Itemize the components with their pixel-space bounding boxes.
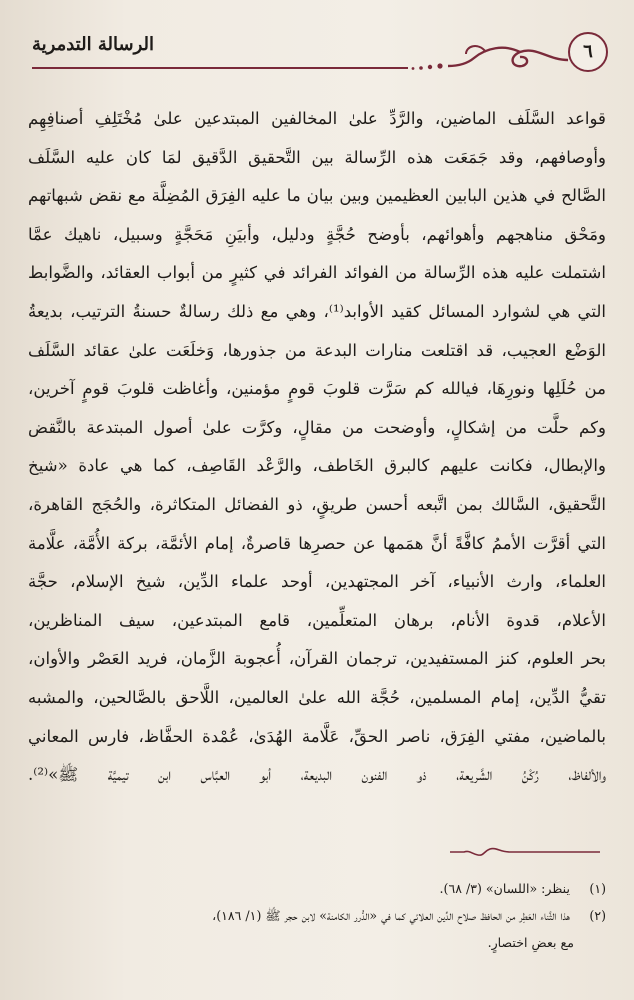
text-line: الصَّالح في هذين البابين العظيمين وبين بيان ما عليه الفِرَق المُضِلَّة مع نقض شبهاتهم — [28, 186, 606, 206]
ornament-icon — [408, 42, 568, 72]
text-line: التي هي لشوارد المسائل كقيد الأوابد⁽¹⁾، وهي مع ذلك رسالةٌ حسنةُ الترتيب، بديعةُ — [28, 301, 606, 321]
header-rule — [32, 67, 408, 69]
text-line: قواعد السَّلَف الماضين، والرَّدِّ علىٰ المخالفين المبتدعين علىٰ مُخْتَلِفِ أصنافِهِم — [28, 109, 606, 128]
text-line: التي أقرَّت الأممُ كافَّةً أنَّ همَمها عن حصرِها قاصرةٌ، إمام الأئمَّة، بركة الأُمَّة، علَّامة — [28, 533, 606, 553]
footnote-number: (١) — [589, 881, 606, 896]
text-line: والألفاظ، رُكْنُ الشَّريعة، ذو الفنون البديعة، أبو العبَّاس ابن تيميَّة ﷺ»⁽²⁾. — [28, 765, 606, 785]
text-line: وكم حلَّت من إشكالٍ، وأوضحت من مقالٍ، وكرَّت علىٰ أصول المبتدعة بالنَّقض — [28, 417, 606, 437]
text-line: الوَضْع العجيب، قد اقتلعت منارات البدعة من جذورها، وَخلَعَت علىٰ عقائد السَّلَف — [28, 340, 606, 360]
running-title: الرسالة التدمرية — [32, 34, 154, 55]
footnotes — [22, 875, 606, 956]
text-line: من حُلَلِها ونورِهَا، فيالله كم سَرَّت قلوبَ قومٍ مؤمنين، وأغاظت قلوبَ قومٍ آخرين، — [28, 379, 606, 399]
text-line: اشتملت عليه هذه الرِّسالة من الفوائد الفرائد في كثيرٍ من أبواب العقائد، والضَّوابط — [28, 263, 606, 283]
text-line: العلماء، وارث الأنبياء، آخر المجتهدين، أوحد علماء الدِّين، شيخ الإسلام، حجَّة — [28, 572, 606, 592]
text-line: الأعلام، قدوة الأنام، برهان المتعلِّمين، قامع المبتدعين، سيف المناظرين، — [28, 610, 606, 630]
text-line: والإبطال، فكانت عليهم كالبرق الخَاطف، والرَّعْد القَاصِف، كما هي عادة «شيخ — [28, 456, 606, 476]
footnote-1 — [22, 875, 606, 902]
text-line: ومَحْق مناهجهم وأهوائهم، بأوضح حُجَّةٍ ودليل، وأبيَنِ مَحَجَّةٍ وسبيل، ناهيك عمَّا — [28, 224, 606, 244]
footnote-text: هذا الثَّناء العَطِر من الحافظ صلاح الدِّين العلائي كما في «الدُّرر الكامنة» لابن حجر ﷺ (١/ ١٨٦)، — [212, 908, 570, 923]
page-number: ٦ — [568, 32, 608, 72]
body-text — [28, 100, 606, 795]
text-line: بالماضين، مفتي الفِرَق، ناصر الحقِّ، عَلَّامة الهُدَىٰ، عُمْدة الحفَّاظ، فارس المعاني — [28, 726, 606, 746]
text-line: وأوصافهم، وقد جَمَعَت هذه الرِّسالة بين التَّحقيق الدَّقيق لمَا كان عليه السَّلَف — [28, 147, 606, 167]
footnote-text: ينظر: «اللسان» (٣/ ٦٨). — [439, 881, 570, 896]
footnote-2 — [22, 902, 606, 929]
footnote-2-continuation: مع بعضِ اختصارٍ. — [487, 935, 574, 950]
text-line: بحر العلوم، كنز المستفيدين، ترجمان القرآن، أُعجوبة الزَّمان، فريد العَصْر والأوان، — [28, 649, 606, 669]
text-line: التَّحقيق، السَّالك بمن اتَّبعه أحسن طريقٍ، ذو الفضائل المتكاثرة، والحُجَج القاهرة، — [28, 494, 606, 514]
footnote-separator — [450, 845, 600, 859]
page-header — [18, 20, 618, 80]
text-line: تقيُّ الدِّين، إمام المسلمين، حُجَّة الله علىٰ العالمين، اللَّاحق بالصَّالحين، والمشبه — [28, 687, 606, 707]
footnote-number: (٢) — [589, 908, 606, 923]
